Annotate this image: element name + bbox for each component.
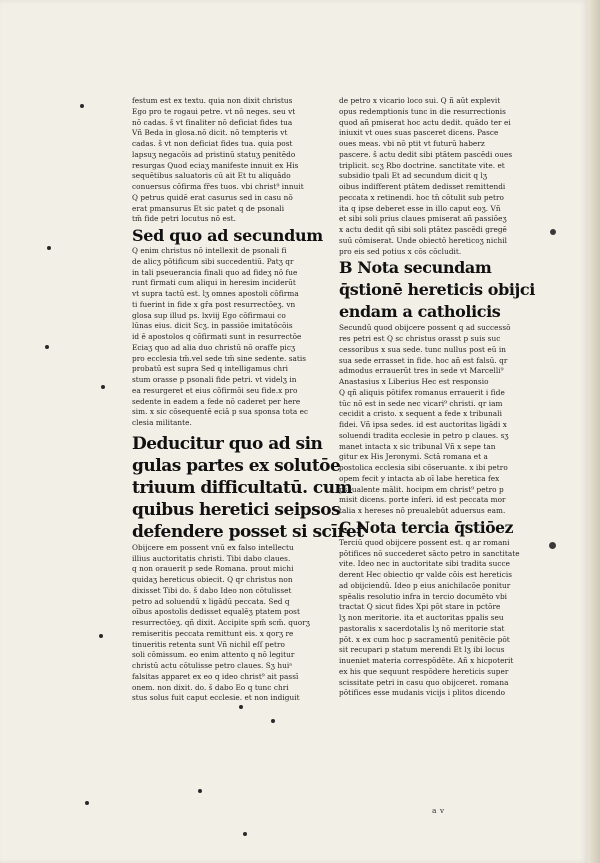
text-line: soli cōmissum. eo enim attento q nō legitur — [132, 650, 295, 660]
text-line: in tali pseuerancia finali quo ad fideʒ nō fue — [132, 267, 298, 277]
left-paragraph-2 — [132, 246, 328, 429]
left-heading-2 — [132, 433, 364, 543]
text-line: manet intacta x sic tribunal Vñ x sepe tan — [339, 441, 496, 451]
text-line: scissitate petri in casu quo obijceret. romana — [339, 677, 509, 687]
text-line: Q qñ aliquis pōtifex romanus errauerit i fide — [339, 387, 505, 397]
text-line: soluendi tradita ecclesie in petro p claues. sʒ — [339, 430, 509, 440]
text-line: onem. non dixit. do. š dabo Eo q tunc chri — [132, 682, 289, 692]
text-line: sedente in eadem a fede nō caderet per here — [132, 396, 301, 406]
text-line: Q petrus quidē erat casurus sed in casu nō — [132, 192, 293, 202]
text-line: tinueritis retenta sunt Vñ nichil eſſ petro — [132, 639, 285, 649]
text-line: Vñ Beda in glosa.nō dicit. nō tempteris vt — [132, 128, 288, 138]
text-line: tractat Q sicut fides Xpi pōt stare in pctōre — [339, 602, 501, 612]
text-line: vite. Ideo nec in auctoritate sibi tradita succe — [339, 559, 510, 569]
wormhole — [239, 705, 243, 709]
text-line: talia x hereses nō preualebūt aduersus eam. — [339, 506, 506, 515]
text-line: admodus errauerūt tres in sede vt Marcelli⁹ — [339, 366, 504, 376]
heading-line: gulas partes ex solutōe — [132, 455, 341, 476]
left-paragraph-1 — [132, 96, 328, 225]
text-line: spēalis resolutio infra in tercio documēto vbi — [339, 591, 508, 601]
text-line: pascere. š actu dedit sibi ptātem pascēdi oues — [339, 149, 513, 159]
text-line: cessoribus x sua sede. tunc nullus post eū in — [339, 344, 507, 354]
heading-line: defendere posset si scīret — [132, 521, 364, 542]
text-line: lʒ non meritorie. ita et auctoritas ppalis seu — [339, 613, 504, 622]
text-line: stus solus fuit caput ecclesie. et non indiguit — [132, 693, 300, 703]
text-line: iniuxit vt oues suas pasceret dicens. Pasce — [339, 128, 499, 138]
text-line: lapsuʒ negacōis ad pristinū statuʒ penitēdo — [132, 149, 296, 159]
text-line: runt firmati cum aliqui in heresim inciderūt — [132, 278, 296, 288]
text-line: conuersus cōfirma fr̄es tuos. vbi christ⁹ innuit — [132, 182, 304, 191]
text-line: subsidio tpali Et ad secundum dicit q lʒ — [339, 171, 488, 181]
text-line: ad obijciendū. Ideo p eius anichilacōe ponitur — [339, 580, 511, 590]
text-line: pseualente mālit. hocipm em christ⁹ petro p — [339, 484, 504, 494]
text-line: peccata x retinendi. hoc tn̄ cōtulit sub petro — [339, 192, 504, 202]
text-line: dixisset Tibi do. š dabo Ideo non cōtulisset — [132, 585, 292, 595]
text-line: Terciū quod obijcere possent est. q ar romani — [339, 537, 510, 547]
text-line: sequētibus saluatoris cū ait Et tu aliquādo — [132, 171, 291, 181]
text-line: et sibi soli prius claues pmiserat añ passiōeʒ — [339, 214, 507, 224]
right-paragraph-1 — [339, 96, 544, 257]
text-line: sim. x sic cōsequentē eciā p sua sponsa tota ec — [132, 407, 309, 417]
left-column — [132, 96, 364, 704]
heading-line: Deducitur quo ad sin — [132, 433, 323, 454]
wormhole — [47, 246, 51, 250]
right-paragraph-3 — [339, 538, 544, 699]
text-line: petro ad soluendū x ligādū peccata. Sed q — [132, 596, 290, 606]
text-line: Secundū quod obijcere possent q ad successō — [339, 323, 511, 333]
text-line: Eciaʒ quo ad alia duo christū nō oraffe picʒ — [132, 342, 296, 352]
text-line: Obijcere em possent vnū ex falso intellectu — [132, 542, 294, 552]
text-line: derent Hec obiectio qr valde cōis est hereticis — [339, 570, 513, 579]
wormhole — [80, 104, 84, 108]
text-line: id ē apostolos q cōfirmati sunt in resurrectōe — [132, 332, 302, 341]
text-line: sit recupari p statum merendi Et lʒ ibi locus — [339, 645, 505, 655]
text-line: oues meas. vbi nō ptit vt futurū haberz — [339, 139, 485, 148]
text-line: ti fuerint in fide x gr̄a post resurrectōeʒ. vn — [132, 299, 296, 309]
wormhole — [85, 801, 89, 805]
text-line: nō cadas. š vt finaliter nō deficiat fides tua — [132, 117, 293, 127]
page-edge — [588, 0, 600, 863]
text-line: quidaʒ hereticus obiecit. Q qr christus non — [132, 575, 293, 584]
text-line: opem fecit y intacta ab oī labe heretica fex — [339, 473, 500, 483]
text-line: stum orasse p psonali fide petri. vt videlʒ in — [132, 375, 297, 384]
wormhole — [243, 832, 247, 836]
text-line: erat pmansurus Et sic patet q de psonali — [132, 203, 285, 213]
text-line: tūc nō est in sede nec vicari⁹ christi. qr iam — [339, 398, 503, 408]
text-line: pastoralis x sacerdotalis lʒ nō meritorie stat — [339, 623, 505, 633]
wormhole — [271, 719, 275, 723]
signature-mark: a v — [432, 806, 445, 815]
text-line: glosa sup illud ps. lxviij Ego cōfirmaui co — [132, 310, 286, 320]
wormhole — [45, 345, 49, 349]
text-line: de alicʒ pōtificum sibi succedentiū. Patʒ qr — [132, 256, 294, 266]
text-line: pōtifices esse mudanis vicijs i plitos dicendo — [339, 688, 506, 698]
text-line: inueniet materia correspōdēte. Añ x hicpoterit — [339, 656, 514, 665]
wormhole — [101, 385, 105, 389]
text-line: pro eis sed potius x cōs cōcludit. — [339, 246, 462, 256]
text-line: suū cōmiserat. Unde obiectō hereticoʒ nichil — [339, 235, 507, 245]
left-paragraph-3 — [132, 543, 328, 704]
text-line: illius auctoritatis christi. Tibi dabo claues. — [132, 553, 291, 563]
text-line: resurrectōeʒ. qñ dixit. Accipite spm̄ scm̄. quorʒ — [132, 618, 310, 627]
wormhole — [198, 789, 202, 793]
left-heading-1: Sed quo ad secundum — [132, 226, 323, 245]
heading-line: triuum difficultatū. cum — [132, 477, 353, 498]
text-line: ea resurgeret et eius cōfirmōi seu fide.x pro — [132, 385, 298, 395]
text-line: Anastasius x Liberius Hec est responsio — [339, 377, 489, 386]
text-line: postolica ecclesia sibi cōseruante. x ibi petro — [339, 463, 508, 472]
text-line: festum est ex textu. quia non dixit christus — [132, 96, 293, 105]
text-line: oibus indifferent ptātem dedisset remittendi — [339, 182, 506, 191]
text-line: falsitas apparet ex eo q ideo christ⁹ ait passī — [132, 671, 299, 681]
ink-blot — [549, 542, 556, 549]
text-line: misit dicens. porte inferi. id est peccata mor — [339, 495, 506, 505]
text-line: cadas. š vt non deficiat fides tua. quia post — [132, 139, 293, 148]
text-line: ita q ipse deberet esse in illo caput eoʒ. Vñ — [339, 203, 501, 213]
text-line: tm̄ fide petri locutus nō est. — [132, 214, 236, 224]
text-line: cecidit a cristo. x sequent a fede x tribunali — [339, 409, 502, 419]
text-line: de petro x vicario loco sui. Q ñ aūt explevit — [339, 96, 501, 105]
text-line: lūnas eius. dicit Scʒ. in passiōe imitatōcōis — [132, 321, 293, 331]
text-line: quod añ pmiserat hoc actu dedit. quādo ter ei — [339, 117, 511, 127]
text-line: q non orauerit p sede Romana. prout michi — [132, 564, 294, 574]
text-line: fidei. Vñ ipsa sedes. id est auctoritas ligādi x — [339, 420, 507, 429]
heading-line: q̄stionē hereticis obijci — [339, 280, 535, 300]
text-line: sua sede errasset in fide. hoc añ est falsū. qr — [339, 355, 508, 365]
text-line: vt supra tactū est. lʒ omnes apostoli cōfirma — [132, 289, 299, 298]
text-line: res petri est Q sc christus orasst p suis suc — [339, 334, 501, 343]
heading-line: endam a catholicis — [339, 302, 501, 322]
right-paragraph-2 — [339, 323, 544, 517]
text-line: opus redemptionis tunc in die resurrectionis — [339, 106, 506, 116]
text-line: Ego pro te rogaui petre. vt nō neges. seu vt — [132, 106, 296, 116]
text-line: Q enim christus nō intellexit de psonali fi — [132, 246, 287, 255]
ink-blot — [550, 229, 556, 235]
text-line: x actu dedit qñ sibi soli ptātez pascēdi gregē — [339, 225, 507, 234]
text-line: ex his que sequunt respōdere hereticis super — [339, 666, 509, 676]
right-heading-4: C Nota tercia q̄stiōez — [339, 517, 514, 537]
text-line: pōtifices nō succederet sācto petro in sanctitate — [339, 548, 520, 558]
wormhole — [99, 634, 103, 638]
text-line: oībus apostolis dedisset equalēʒ ptatem post — [132, 607, 300, 617]
text-line: remiseritis peccata remittunt eis. x qorʒ re — [132, 628, 294, 638]
heading-line: quibus heretici seipsos — [132, 499, 341, 520]
right-heading-3 — [339, 257, 544, 323]
text-line: probatū est supra Sed q intelligamus chri — [132, 364, 289, 374]
text-line: pōt. x ex cum hoc p sacramentū penitēcie pōt — [339, 634, 510, 644]
text-line: clesia militante. — [132, 418, 192, 427]
right-column — [339, 96, 544, 699]
text-line: gitur ex His Jeronymi. Sctā romana et a — [339, 452, 488, 462]
text-line: pro ecclesia tm̄.vel sede tm̄ sine sedente. satis — [132, 353, 307, 363]
text-line: christū actu cōtulisse petro claues. Sʒ huiⁿ — [132, 661, 293, 670]
text-line: triplicit. scʒ Rbo doctrine. sanctitate vite. et — [339, 160, 505, 170]
text-line: resurgas Quod eciaʒ manifeste innuit ex His — [132, 160, 299, 170]
heading-line: B Nota secundam — [339, 258, 492, 278]
